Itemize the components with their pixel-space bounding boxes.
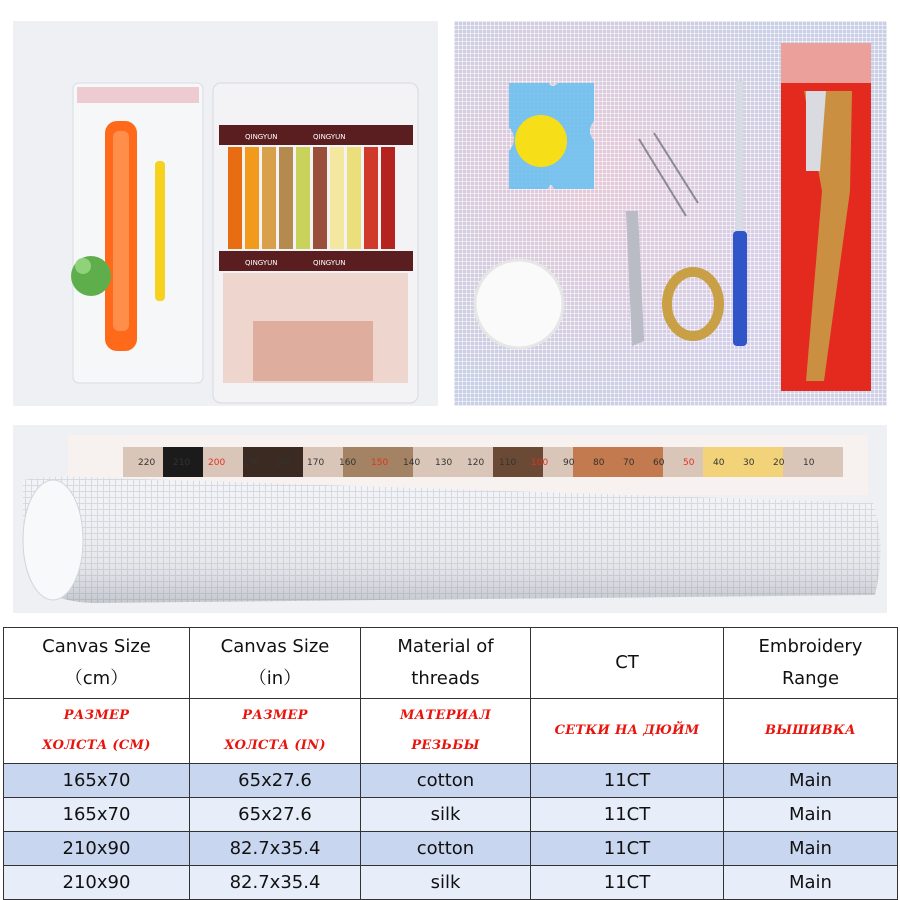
gold-thimble <box>667 272 719 336</box>
cell-ct: 11CT <box>531 866 724 900</box>
ruler-220: 220 <box>138 458 156 468</box>
bag-label-1: QINGYUN <box>245 133 278 141</box>
ruler-140: 140 <box>403 458 421 468</box>
header-row-english <box>4 628 898 699</box>
table-row <box>4 832 898 866</box>
ruler-90: 90 <box>563 458 575 468</box>
cell-range: Main <box>724 798 898 832</box>
ruler-210: 210 <box>173 458 191 468</box>
cell-material: silk <box>361 866 531 900</box>
header-row-russian <box>4 699 898 764</box>
cell-material: cotton <box>361 832 531 866</box>
yellow-pompom <box>515 115 567 167</box>
cell-size-in: 82.7x35.4 <box>190 866 361 900</box>
ruler-60: 60 <box>653 458 665 468</box>
white-pincushion <box>475 260 563 348</box>
bag-label-4: QINGYUN <box>313 259 346 267</box>
table-row <box>4 798 898 832</box>
metal-threader <box>626 211 644 346</box>
ruler-80: 80 <box>593 458 605 468</box>
ruler-190: 190 <box>243 458 261 468</box>
header-embroidery-range: Embroidery Range <box>724 628 898 699</box>
photo-canvas-roll <box>13 425 887 613</box>
cell-ct: 11CT <box>531 764 724 798</box>
photo-tools-on-canvas <box>454 21 887 406</box>
header-canvas-size-in: Canvas Size （in） <box>190 628 361 699</box>
ruler-100: 100 <box>531 458 549 468</box>
table-row <box>4 866 898 900</box>
cell-ct: 11CT <box>531 832 724 866</box>
canvas-roll-illustration <box>13 425 887 613</box>
ruler-20: 20 <box>773 458 785 468</box>
ruler-40: 40 <box>713 458 725 468</box>
ruler-180: 180 <box>275 458 293 468</box>
bag-label-2: QINGYUN <box>313 133 346 141</box>
roll-end <box>23 480 83 600</box>
small-tool-bag <box>73 83 203 383</box>
header-material: Material of threads <box>361 628 531 699</box>
ruler-10: 10 <box>803 458 815 468</box>
cell-size-cm: 210x90 <box>4 866 190 900</box>
ruler-160: 160 <box>339 458 357 468</box>
ruler-170: 170 <box>307 458 325 468</box>
seam-ripper-handle <box>733 231 747 346</box>
header-ct: CT <box>531 628 724 699</box>
ruler-130: 130 <box>435 458 453 468</box>
cell-size-cm: 165x70 <box>4 764 190 798</box>
ruler-30: 30 <box>743 458 755 468</box>
header-ru-size-cm: РАЗМЕР ХОЛСТА (CM) <box>4 699 190 764</box>
ruler-110: 110 <box>499 458 517 468</box>
bag-label-3: QINGYUN <box>245 259 278 267</box>
needle-2 <box>654 133 698 203</box>
needle-1 <box>639 139 686 216</box>
cell-size-in: 65x27.6 <box>190 798 361 832</box>
ruler-120: 120 <box>467 458 485 468</box>
needle-threader <box>155 161 165 301</box>
header-ru-ct: СЕТКИ НА ДЮЙМ <box>531 699 724 764</box>
cell-material: silk <box>361 798 531 832</box>
header-ru-material: МАТЕРИАЛ РЕЗЬБЫ <box>361 699 531 764</box>
ruler-50: 50 <box>683 458 695 468</box>
ruler-150: 150 <box>371 458 389 468</box>
kit-bags-illustration <box>13 21 438 406</box>
cell-size-cm: 165x70 <box>4 798 190 832</box>
tools-illustration <box>454 21 887 406</box>
cell-ct: 11CT <box>531 798 724 832</box>
header-ru-size-in: РАЗМЕР ХОЛСТА (IN) <box>190 699 361 764</box>
cell-size-in: 82.7x35.4 <box>190 832 361 866</box>
ruler-200: 200 <box>208 458 226 468</box>
seam-ripper-cap <box>736 81 743 231</box>
cell-range: Main <box>724 764 898 798</box>
cell-material: cotton <box>361 764 531 798</box>
ruler-70: 70 <box>623 458 635 468</box>
cell-range: Main <box>724 866 898 900</box>
photo-kit-bags <box>13 21 438 406</box>
header-canvas-size-cm: Canvas Size （cm） <box>4 628 190 699</box>
size-spec-table <box>3 627 898 900</box>
table-row <box>4 764 898 798</box>
header-ru-embroidery: ВЫШИВКА <box>724 699 898 764</box>
cell-range: Main <box>724 832 898 866</box>
cell-size-in: 65x27.6 <box>190 764 361 798</box>
cell-size-cm: 210x90 <box>4 832 190 866</box>
